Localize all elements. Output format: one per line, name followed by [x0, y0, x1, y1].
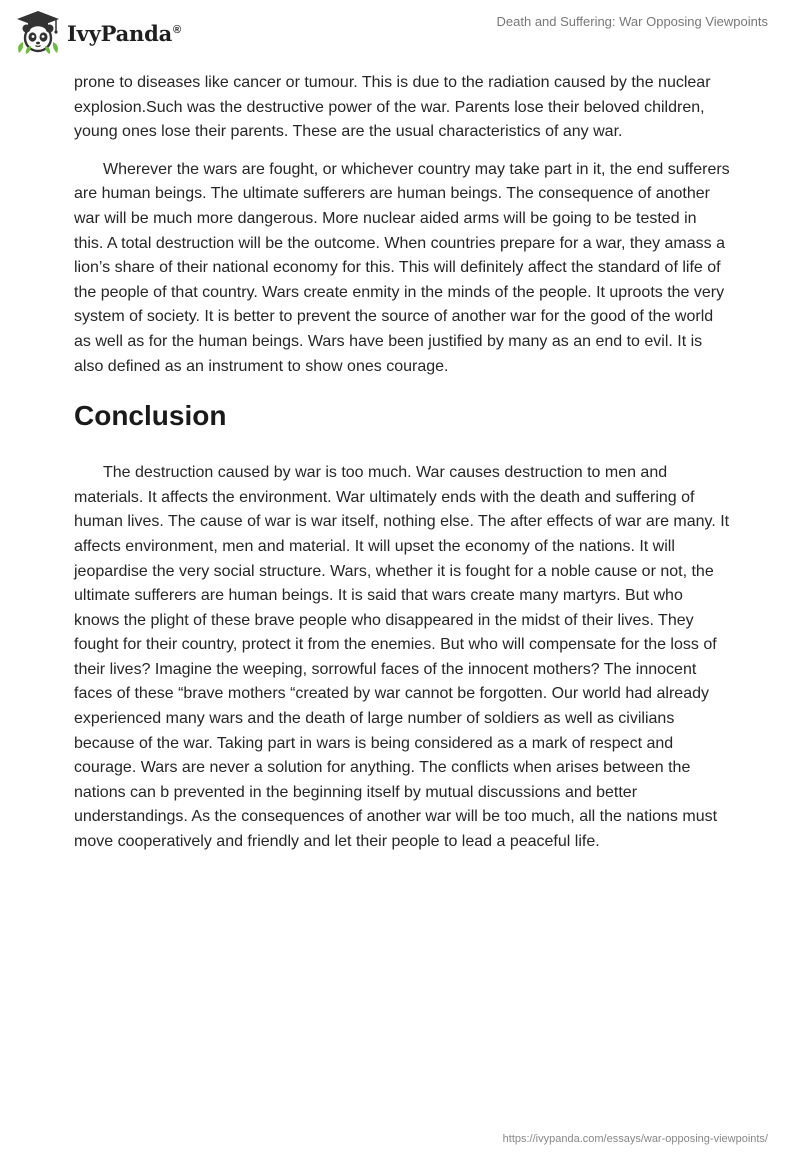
paragraph-conclusion: The destruction caused by war is too much. War causes destruction to men and materials. It affects the environment. War ultimately ends with the death and suffering of human lives. The cause of war is war itself, nothing else. The after effects of war are many. It affects environment, men and material. It will upset the economy of the nations. It will jeopardise the very social structure. Wars, whether it is fought for a noble cause or not, the ultimate sufferers are human beings. It is said that wars create many martyrs. But who knows the plight of these brave people who disappeared in the midst of their lives. They fought for their country, protect it from the enemies. But who will compensate for the loss of their lives? Imagine the weeping, sorrowful faces of the innocent mothers? The innocent faces of these “brave mothers “created by war cannot be forgotten. Our world had already experienced many wars and the death of large number of soldiers as well as civilians because of the war. Taking part in wars is being considered as a mark of respect and courage. Wars are never a solution for anything. The conflicts when arises between the nations can b prevented in the beginning itself by mutual discussions and better understandings. As the consequences of another war will be too much, all the nations must move cooperatively and friendly and let their people to lead a peaceful life.	[74, 464, 730, 851]
panda-graduate-icon	[14, 9, 62, 55]
brand-logo[interactable]	[14, 9, 181, 55]
source-url[interactable]: https://ivypanda.com/essays/war-opposing-viewpoints/	[502, 1133, 768, 1145]
document-title: Death and Suffering: War Opposing Viewpoints	[496, 14, 768, 29]
paragraph-continuation: prone to diseases like cancer or tumour. This is due to the radiation caused by the nuclear explosion.Such was the destructive power of the war. Parents lose their beloved children, young ones lose their parents. These are the usual characteristics of any war.	[74, 74, 711, 141]
essay-content	[74, 71, 730, 868]
brand-name: IvyPanda®	[67, 21, 181, 46]
paragraph-end-sufferers: Wherever the wars are fought, or whichever country may take part in it, the end sufferers are human beings. The ultimate sufferers are human beings. The consequence of another war will be much more dangerous. More nuclear aided arms will be going to be tested in this. A total destruction will be the outcome. When countries prepare for a war, they amass a lion’s share of their national economy for this. This will definitely affect the standard of life of the people of that country. Wars create enmity in the minds of the people. It uproots the very system of society. It is better to prevent the source of another war for the good of the world as well as for the human beings. Wars have been justified by many as an end to evil. It is also defined as an instrument to show ones courage.	[74, 160, 730, 375]
section-heading-conclusion: Conclusion	[74, 400, 227, 432]
page-header	[0, 0, 800, 70]
registered-mark: ®	[173, 24, 181, 36]
